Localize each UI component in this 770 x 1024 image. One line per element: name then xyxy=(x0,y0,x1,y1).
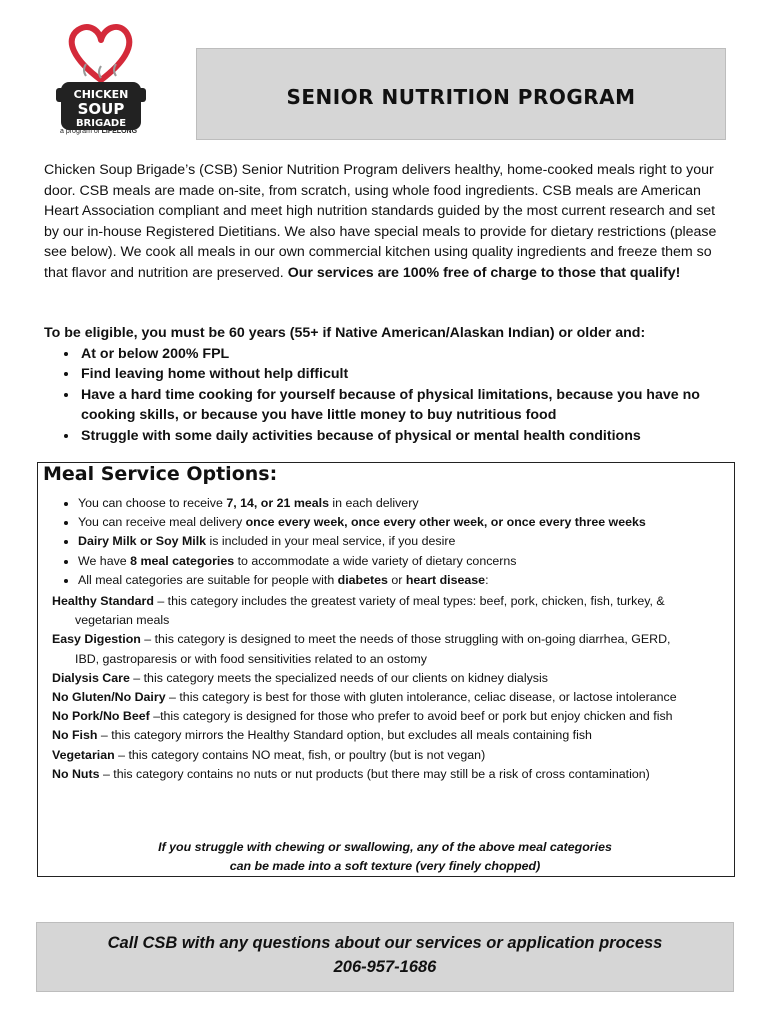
list-item: • We have 8 meal categories to accommodate a wide variety of dietary concerns xyxy=(78,552,766,571)
category-item: Easy Digestion – this category is designed to meet the needs of those struggling with on-going diarrhea, GERD, IBD, gastroparesis or with food sensitivities related to an ostomy xyxy=(52,632,671,666)
logo-line1: CHICKEN xyxy=(73,88,129,101)
page-title: SENIOR NUTRITION PROGRAM xyxy=(286,85,636,109)
logo-tagline: a program of LIFELONG xyxy=(60,128,138,135)
category-item: Dialysis Care – this category meets the specialized needs of our clients on kidney dialysis xyxy=(52,670,548,685)
meal-service-list xyxy=(42,494,766,590)
meal-service-title: Meal Service Options: xyxy=(43,463,278,485)
list-item: • Have a hard time cooking for yourself because of physical limitations, because you have no cooking skills, or because you have little money to buy nutritious food xyxy=(79,385,734,426)
category-item: No Nuts – this category contains no nuts or nut products (but there may still be a risk of cross contamination) xyxy=(52,766,650,781)
eligibility-heading: To be eligible, you must be 60 years (55+ if Native American/Alaskan Indian) or older and: xyxy=(44,325,646,341)
list-item: • Find leaving home without help difficult xyxy=(79,364,734,385)
list-item: • All meal categories are suitable for people with diabetes or heart disease: xyxy=(78,571,766,590)
contact-box xyxy=(36,922,734,992)
list-item: • You can choose to receive 7, 14, or 21 meals in each delivery xyxy=(78,494,766,513)
chicken-soup-brigade-logo xyxy=(56,18,146,146)
eligibility-section xyxy=(44,323,734,447)
category-item: Vegetarian – this category contains NO meat, fish, or poultry (but is not vegan) xyxy=(52,747,486,762)
category-item: Healthy Standard – this category includes the greatest variety of meal types: beef, pork, chicken, fish, turkey, & vegetarian meals xyxy=(52,594,665,628)
category-item: No Pork/No Beef –this category is designed for those who prefer to avoid beef or pork but enjoy chicken and fish xyxy=(52,709,673,724)
contact-text: Call CSB with any questions about our services or application process xyxy=(107,934,663,952)
meal-categories xyxy=(52,592,692,784)
list-item: • You can receive meal delivery once every week, once every other week, or once every three weeks xyxy=(78,513,766,532)
list-item: • At or below 200% FPL xyxy=(79,344,734,365)
category-item: No Gluten/No Dairy – this category is best for those with gluten intolerance, celiac disease, or lactose intolerance xyxy=(52,690,677,705)
phone-number: 206-957-1686 xyxy=(333,958,437,976)
title-box xyxy=(196,48,726,140)
logo-line2: SOUP xyxy=(77,100,125,118)
heart-icon xyxy=(72,27,130,80)
eligibility-list xyxy=(44,344,734,447)
soft-texture-note: If you struggle with chewing or swallowing, any of the above meal categories can be made into a soft texture (very finely chopped) xyxy=(158,840,612,874)
intro-paragraph: Chicken Soup Brigade’s (CSB) Senior Nutrition Program delivers healthy, home-cooked meals right to your door. CSB meals are made on-site, from scratch, using whole food ingredients. CSB meals are American Heart Association compliant and meet high nutrition standards guided by the most current research and set by our in-house Registered Dietitians. We also have special meals to provide for dietary restrictions (please see below). We cook all meals in our own commercial kitchen using quality ingredients and freeze them so that flavor and nutrition are preserved. Our services are 100% free of charge to those that qualify! xyxy=(44,162,717,281)
list-item: • Struggle with some daily activities because of physical or mental health conditions xyxy=(79,426,734,447)
list-item: • Dairy Milk or Soy Milk is included in your meal service, if you desire xyxy=(78,532,766,551)
category-item: No Fish – this category mirrors the Healthy Standard option, but excludes all meals containing fish xyxy=(52,728,592,743)
logo-line3: BRIGADE xyxy=(75,118,127,129)
